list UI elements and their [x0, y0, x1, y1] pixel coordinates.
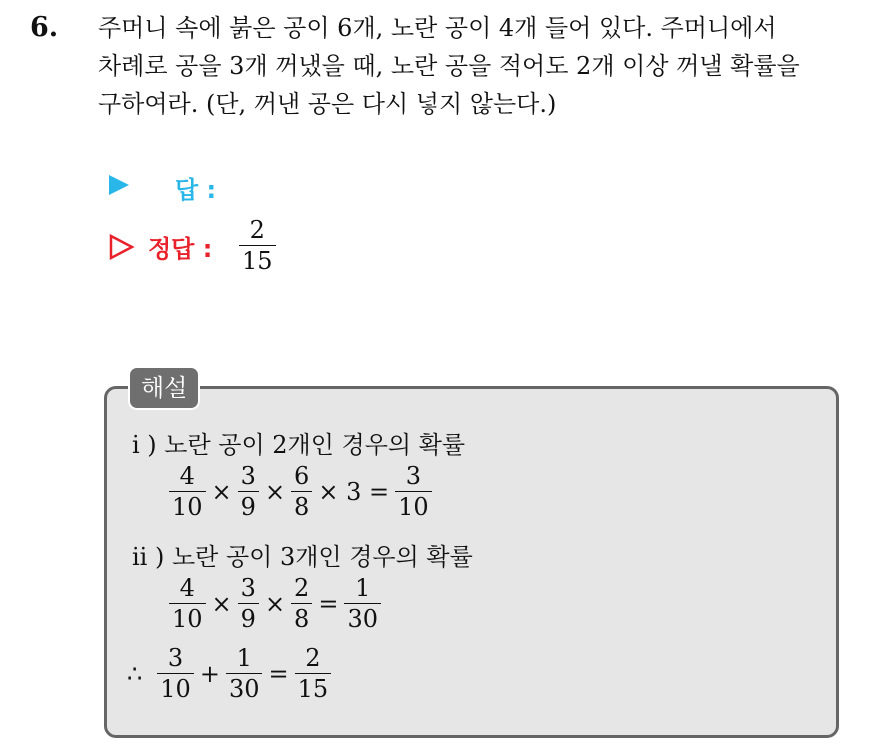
times-operator: ×	[264, 478, 286, 507]
times-operator: ×	[211, 590, 232, 619]
fraction-denominator: 15	[297, 675, 329, 704]
correct-answer-fraction	[236, 218, 279, 274]
fraction-denominator: 10	[172, 605, 203, 634]
correct-numerator: 2	[249, 216, 265, 244]
case1-label: i ) 노란 공이 2개인 경우의 확률	[132, 431, 466, 459]
correct-answer-label: 정답 :	[148, 235, 213, 263]
fraction-denominator: 30	[347, 605, 378, 634]
case2-equation	[166, 576, 384, 632]
explanation-tag: 해설	[128, 366, 200, 410]
fraction-denominator: 10	[172, 493, 203, 522]
times-operator: ×	[264, 590, 286, 619]
fraction-numerator: 2	[305, 644, 321, 672]
multiply-equals-text: × 3 =	[318, 478, 390, 507]
problem-line-2: 차례로 공을 3개 꺼냈을 때, 노란 공을 적어도 2개 이상 꺼낼 확률을	[98, 52, 800, 80]
fraction-denominator: 10	[160, 675, 191, 704]
fraction-numerator: 3	[240, 462, 256, 490]
fraction-denominator: 30	[228, 675, 260, 704]
fraction-numerator: 3	[240, 574, 256, 602]
fraction-numerator: 4	[179, 574, 195, 602]
fraction-denominator: 10	[398, 493, 429, 522]
plus-sign: +	[199, 660, 220, 689]
final-equation	[124, 646, 334, 702]
outline-triangle-icon	[109, 234, 135, 260]
fraction-denominator: 8	[294, 493, 310, 522]
problem-line-3: 구하여라. (단, 꺼낸 공은 다시 넣지 않는다.)	[98, 90, 557, 118]
case1-equation	[166, 464, 435, 520]
fraction-numerator: 6	[294, 462, 310, 490]
problem-line-1: 주머니 속에 붉은 공이 6개, 노란 공이 4개 들어 있다. 주머니에서	[98, 14, 777, 42]
equals-sign: =	[318, 590, 339, 619]
case2-label: ii ) 노란 공이 3개인 경우의 확률	[132, 543, 473, 571]
fraction-numerator: 2	[294, 574, 310, 602]
fraction-denominator: 9	[240, 493, 256, 522]
fraction-numerator: 1	[355, 574, 371, 602]
fraction-denominator: 8	[294, 605, 310, 634]
problem-number: 6.	[30, 12, 59, 43]
correct-denominator: 15	[242, 247, 273, 276]
filled-triangle-icon	[109, 175, 129, 195]
therefore-symbol: ∴	[127, 660, 143, 689]
times-operator: ×	[211, 478, 232, 507]
fraction-numerator: 1	[236, 644, 252, 672]
equals-sign: =	[268, 660, 289, 689]
fraction-denominator: 9	[240, 605, 256, 634]
fraction-numerator: 3	[167, 644, 184, 672]
fraction-numerator: 4	[179, 462, 195, 490]
fraction-numerator: 3	[405, 462, 421, 490]
answer-label: 답 :	[175, 176, 217, 204]
